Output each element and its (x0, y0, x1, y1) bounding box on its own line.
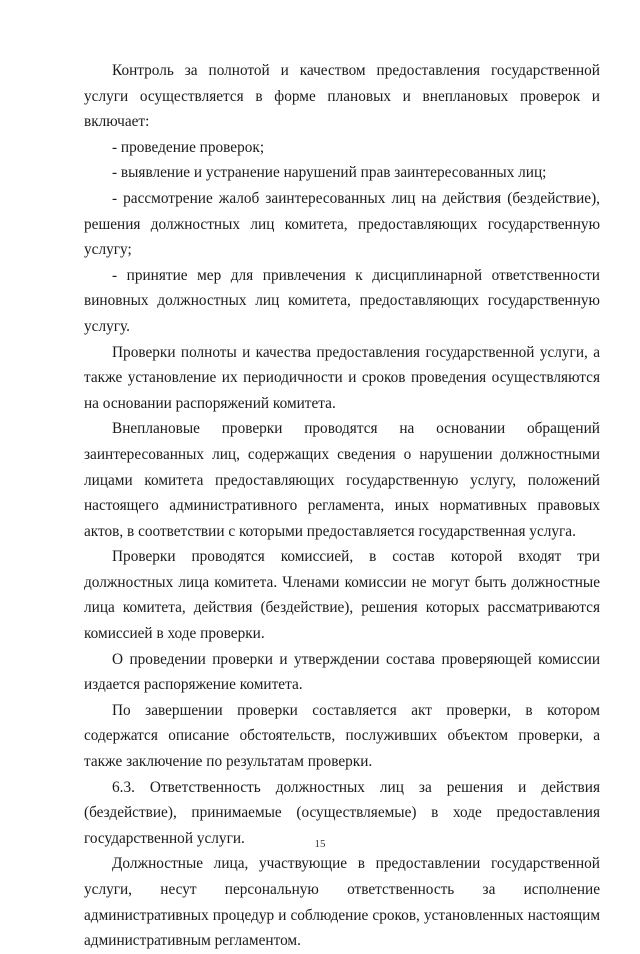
paragraph-order: О проведении проверки и утверждении состава проверяющей комиссии издается распоряжение комитета. (84, 650, 600, 694)
paragraph-commission: Проверки проводятся комиссией, в состав которой входят три должностных лица комитета. Членами комиссии не могут быть должностные лица комитета, действия (бездействие), решения которых рассматриваются комиссией в ходе проверки. (84, 548, 600, 643)
paragraph-responsibility: Должностные лица, участвующие в предоставлении государственной услуги, несут персональную ответственность за исполнение административных процедур и соблюдение сроков, установленных настоящим административным регламентом. (84, 855, 600, 950)
paragraph-unplanned-checks: Внеплановые проверки проводятся на основании обращений заинтересованных лиц, содержащих сведения о нарушении должностными лицами комитета предоставляющих государственную услугу, положений настоящего административного регламента, иных нормативных правовых актов, в соответствии с которыми предоставляется государственная услуга. (84, 420, 600, 540)
list-item-conducting-checks: - проведение проверок; (112, 138, 265, 156)
list-item-violations: - выявление и устранение нарушений прав заинтересованных лиц; (112, 164, 547, 182)
list-item-disciplinary: - принятие мер для привлечения к дисциплинарной ответственности виновных должностных лиц комитета, предоставляющих государственную услугу. (84, 266, 600, 335)
page-number: 15 (314, 838, 326, 850)
section-heading-6-3: 6.3. Ответственность должностных лиц за решения и действия (бездействие), принимаемые (осуществляемые) в ходе предоставления государственной услуги. (84, 778, 600, 847)
paragraph-control-intro: Контроль за полнотой и качеством предоставления государственной услуги осуществляется в форме плановых и внеплановых проверок и включает: (84, 62, 600, 131)
paragraph-checks-basis: Проверки полноты и качества предоставления государственной услуги, а также установление их периодичности и сроков проведения осуществляются на основании распоряжений комитета. (84, 343, 600, 412)
paragraph-act: По завершении проверки составляется акт проверки, в котором содержатся описание обстоятельств, послуживших объектом проверки, а также заключение по результатам проверки. (84, 701, 600, 771)
list-item-complaints: - рассмотрение жалоб заинтересованных лиц на действия (бездействие), решения должностных лиц комитета, предоставляющих государственную услугу; (84, 189, 600, 259)
